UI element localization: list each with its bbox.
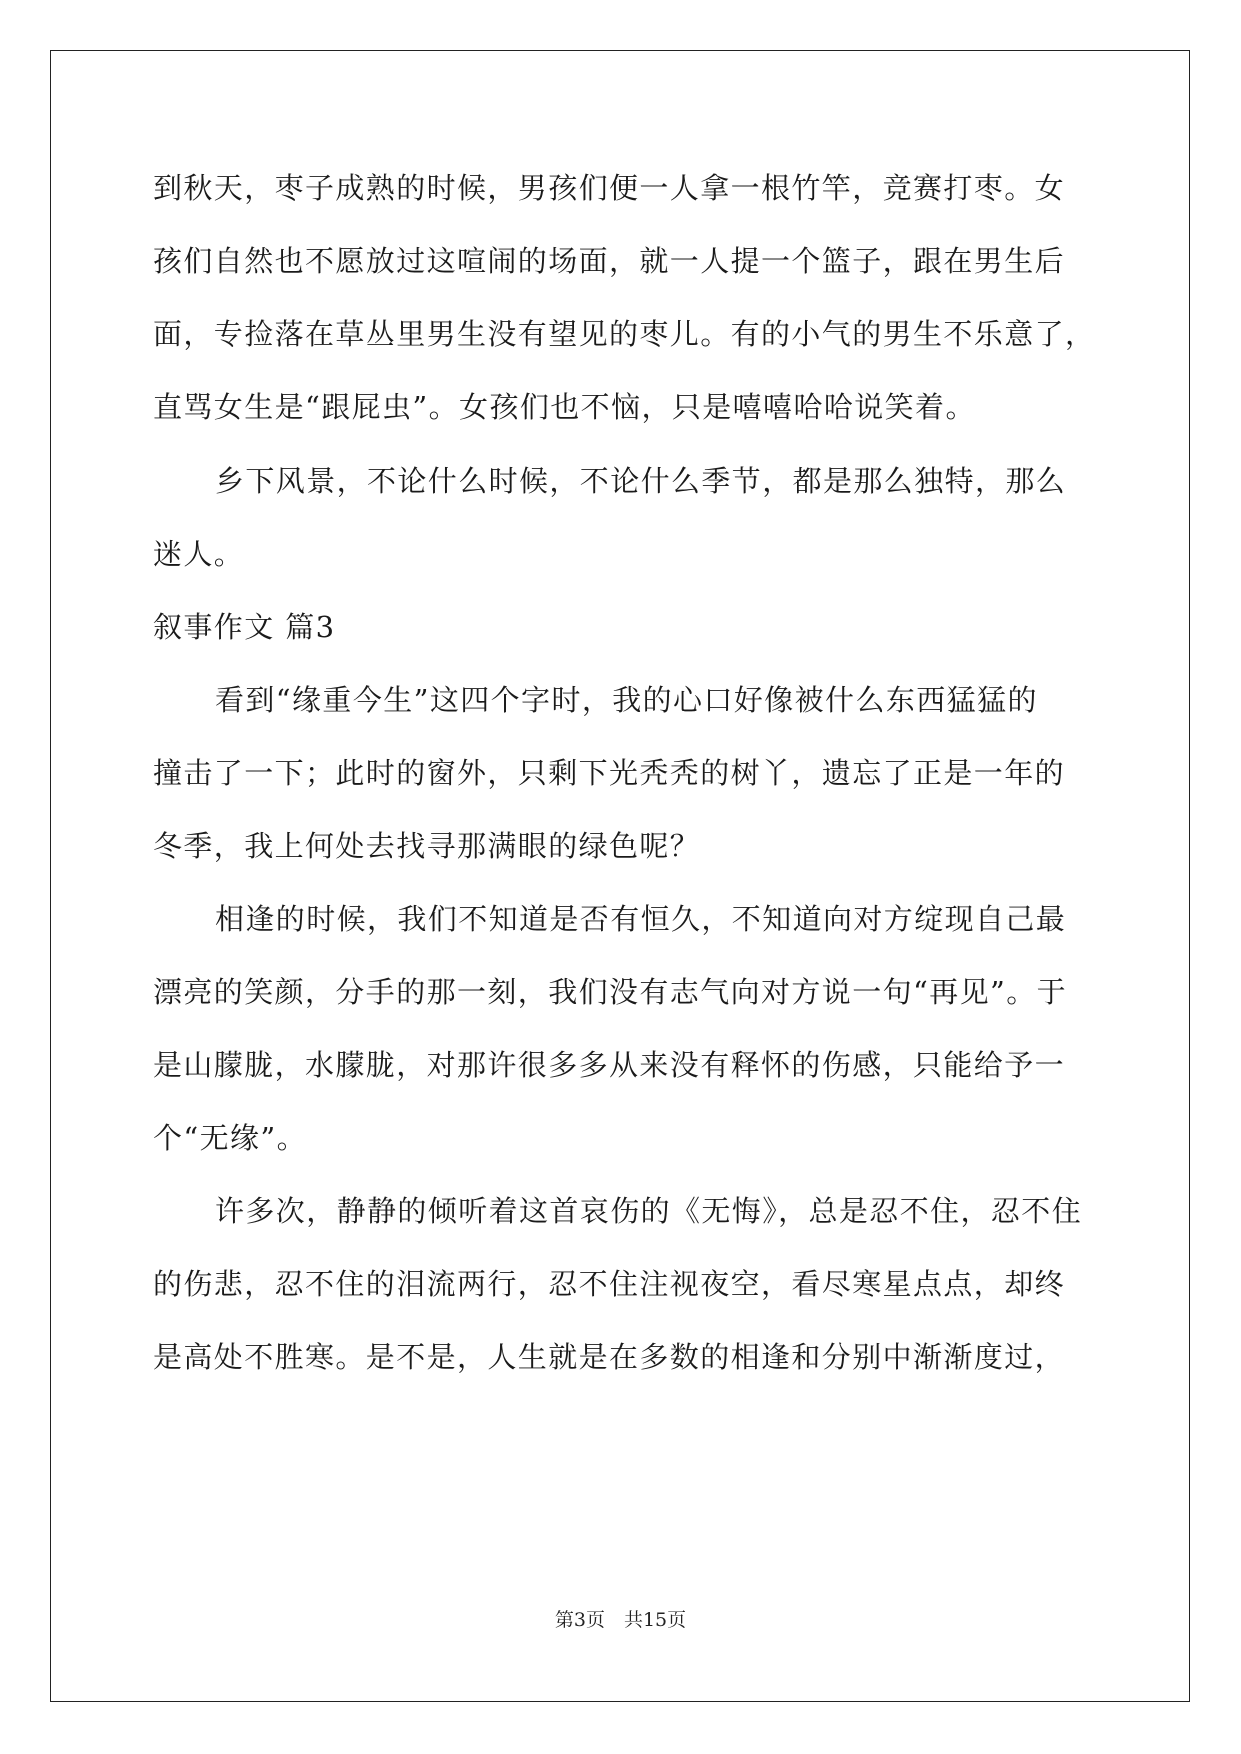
text-line: 面，专捡落在草丛里男生没有望见的枣儿。有的小气的男生不乐意了， xyxy=(153,317,1096,351)
text-line: 个“无缘”。 xyxy=(153,1121,308,1155)
text-line: 孩们自然也不愿放过这喧闹的场面，就一人提一个篮子，跟在男生后 xyxy=(153,244,1066,278)
text-line: 看到“缘重今生”这四个字时，我的心口好像被什么东西猛猛的 xyxy=(215,683,1038,717)
text-line: 的伤悲，忍不住的泪流两行，忍不住注视夜空，看尽寒星点点，却终 xyxy=(153,1267,1066,1301)
text-line: 漂亮的笑颜，分手的那一刻，我们没有志气向对方说一句“再见”。于 xyxy=(153,975,1068,1009)
text-line: 撞击了一下；此时的窗外，只剩下光秃秃的树丫，遗忘了正是一年的 xyxy=(153,756,1066,790)
section-heading: 叙事作文 篇3 xyxy=(153,610,336,644)
text-line: 乡下风景，不论什么时候，不论什么季节，都是那么独特，那么 xyxy=(215,464,1067,498)
text-line: 许多次，静静的倾听着这首哀伤的《无悔》，总是忍不住，忍不住 xyxy=(215,1194,1083,1228)
text-line: 是山朦胧，水朦胧，对那许很多多从来没有释怀的伤感，只能给予一 xyxy=(153,1048,1066,1082)
page-border xyxy=(50,50,1190,1702)
text-line: 迷人。 xyxy=(153,537,245,571)
text-line: 冬季，我上何处去找寻那满眼的绿色呢？ xyxy=(153,829,701,863)
text-line: 直骂女生是“跟屁虫”。女孩们也不恼，只是嘻嘻哈哈说笑着。 xyxy=(153,390,976,424)
text-line: 到秋天，枣子成熟的时候，男孩们便一人拿一根竹竿，竞赛打枣。女 xyxy=(153,171,1066,205)
text-line: 相逢的时候，我们不知道是否有恒久，不知道向对方绽现自己最 xyxy=(215,902,1067,936)
text-line: 是高处不胜寒。是不是，人生就是在多数的相逢和分别中渐渐度过， xyxy=(153,1340,1066,1374)
page-footer: 第3页 共15页 xyxy=(554,1609,687,1631)
